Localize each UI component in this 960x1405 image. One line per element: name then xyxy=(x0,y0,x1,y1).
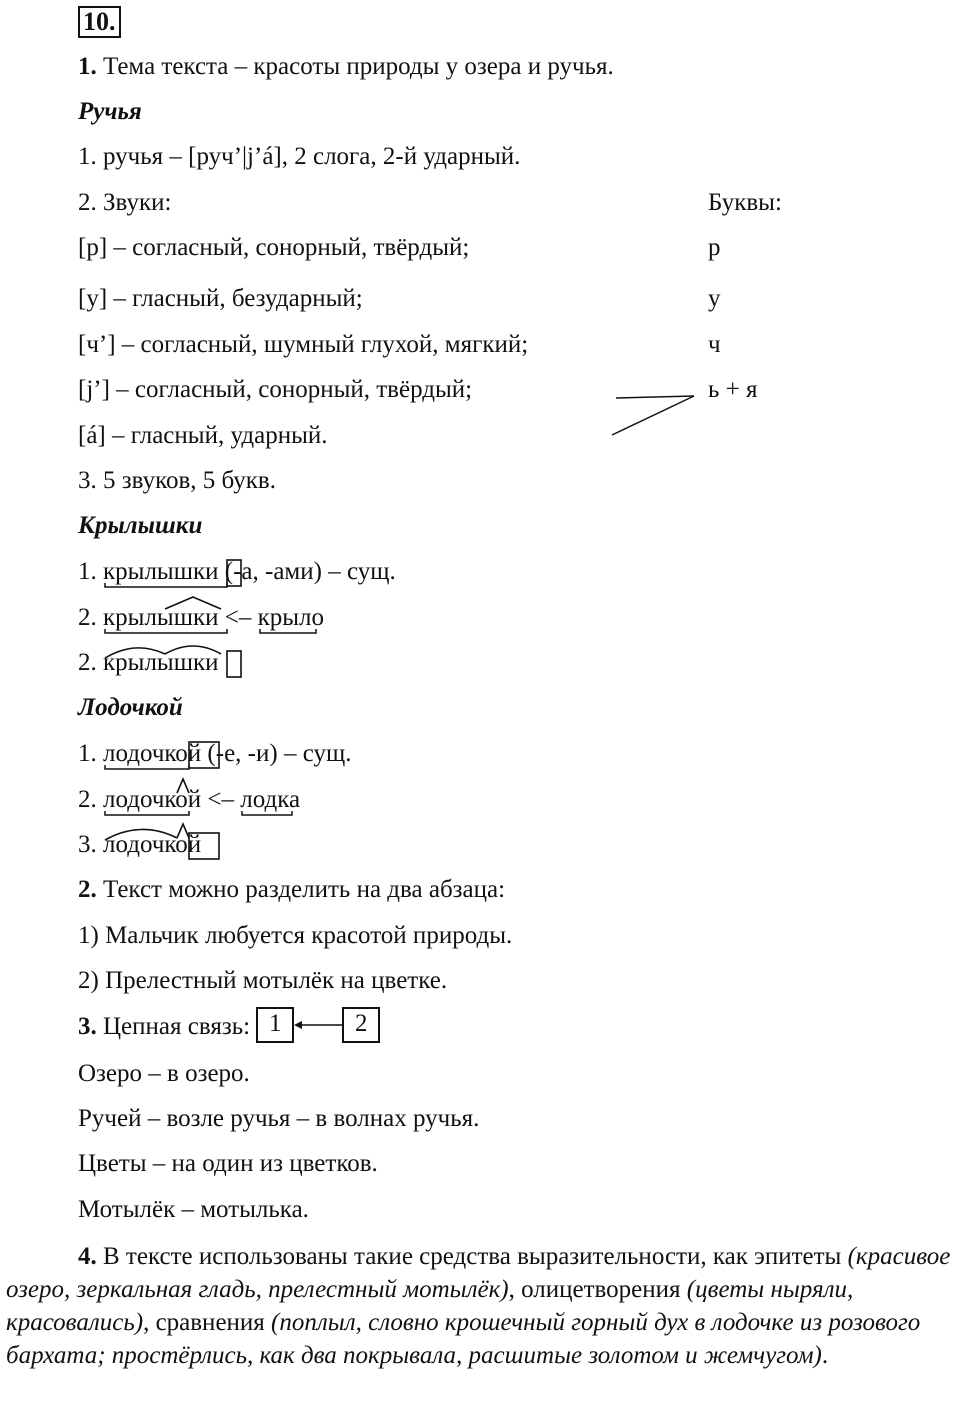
sound-row: [á] – гласный, ударный. xyxy=(78,422,328,449)
chain-arrow xyxy=(294,1015,342,1035)
sentence-box-2: 2 xyxy=(342,1007,380,1043)
epithet-examples: (красивое озеро, зеркальная гладь, прелестный мотылёк) xyxy=(6,1243,951,1303)
text-fragment: , олицетворения xyxy=(508,1276,681,1303)
base-word-lodka: лодка xyxy=(240,786,301,813)
line-number: 3. xyxy=(78,831,103,858)
text-fragment: . xyxy=(821,1342,829,1369)
comparison-examples: (поплыл, словно крошечный горный дух в лодочке из розового бархата; простёрлись, как два покрывала, расшитые золотом и жемчугом) xyxy=(6,1309,921,1369)
krylyshki-line-1 xyxy=(78,557,396,587)
line-number: 1. xyxy=(78,558,103,585)
item-number: 3. xyxy=(78,1013,97,1040)
topic-text: Тема текста – красоты природы у озера и ручья. xyxy=(96,53,614,80)
item-number: 1. xyxy=(78,53,97,80)
krylyshki-line-2 xyxy=(78,603,324,633)
sounds-label: 2. Звуки: xyxy=(78,189,172,216)
sound-row: [у] – гласный, безударный; xyxy=(78,285,363,312)
chain-link-text: Цепная связь: xyxy=(96,1013,257,1040)
chain-link-line xyxy=(78,1012,380,1043)
word-lodochkoy: лодочкой xyxy=(103,831,202,858)
text-fragment: , сравнения xyxy=(143,1309,272,1336)
derivation-arrow: <– xyxy=(218,604,258,631)
expressive-means-paragraph xyxy=(6,1240,958,1372)
heading-ruchya: Ручья xyxy=(78,98,142,125)
lodochkoy-line-1 xyxy=(78,739,351,769)
sound-row: [р] – согласный, сонорный, твёрдый; xyxy=(78,234,470,261)
word-krylyshki: крылышки xyxy=(103,558,219,585)
sounds-count: 3. 5 звуков, 5 букв. xyxy=(78,467,276,494)
base-word-krylo: крыло xyxy=(257,604,325,631)
line-number: 2. xyxy=(78,649,103,676)
sound-row: [ч’] – согласный, шумный глухой, мягкий; xyxy=(78,331,529,358)
topic-line xyxy=(78,52,614,82)
transcription-line: 1. ручья – [руч’|j’á], 2 слога, 2-й ударный. xyxy=(78,143,521,170)
grammar-note: (-а, -ами) – сущ. xyxy=(218,558,396,585)
letter-cell: ь + я xyxy=(708,376,758,403)
lodochkoy-line-2 xyxy=(78,785,300,815)
personification-examples: (цветы ныряли, красовались) xyxy=(6,1276,854,1336)
grammar-note: (-е, -и) – сущ. xyxy=(201,740,352,767)
krylyshki-line-3 xyxy=(78,648,219,678)
item-number: 4. xyxy=(78,1243,97,1270)
line-number: 1. xyxy=(78,740,103,767)
chain-row: Озеро – в озеро. xyxy=(78,1060,250,1087)
text-fragment: В тексте использованы такие средства выразительности, как эпитеты xyxy=(96,1243,842,1270)
sentence-box-1: 1 xyxy=(256,1007,294,1043)
chain-row: Цветы – на один из цветков. xyxy=(78,1150,378,1177)
task-number: 10. xyxy=(78,6,121,38)
word-lodochkoy: лодочкой xyxy=(103,740,202,767)
sound-row: [j’] – согласный, сонорный, твёрдый; xyxy=(78,376,473,403)
letter-cell: у xyxy=(708,285,721,312)
letter-cell: ч xyxy=(708,331,721,358)
letters-label: Буквы: xyxy=(708,189,782,216)
chain-row: Ручей – возле ручья – в волнах ручья. xyxy=(78,1105,480,1132)
paragraphs-text: Текст можно разделить на два абзаца: xyxy=(96,876,506,903)
heading-lodochkoy: Лодочкой xyxy=(78,694,183,721)
chain-row: Мотылёк – мотылька. xyxy=(78,1196,309,1223)
heading-krylyshki: Крылышки xyxy=(78,512,203,539)
line-number: 2. xyxy=(78,604,103,631)
letter-cell: р xyxy=(708,234,721,261)
word-krylyshki: крылышки xyxy=(103,649,219,676)
word-lodochkoy: лодочкой xyxy=(103,786,202,813)
paragraph-2: 2) Прелестный мотылёк на цветке. xyxy=(78,967,448,994)
paragraphs-line xyxy=(78,875,505,905)
item-number: 2. xyxy=(78,876,97,903)
lodochkoy-line-3 xyxy=(78,830,201,860)
line-number: 2. xyxy=(78,786,103,813)
derivation-arrow: <– xyxy=(201,786,241,813)
paragraph-1: 1) Мальчик любуется красотой природы. xyxy=(78,922,513,949)
word-krylyshki: крылышки xyxy=(103,604,219,631)
